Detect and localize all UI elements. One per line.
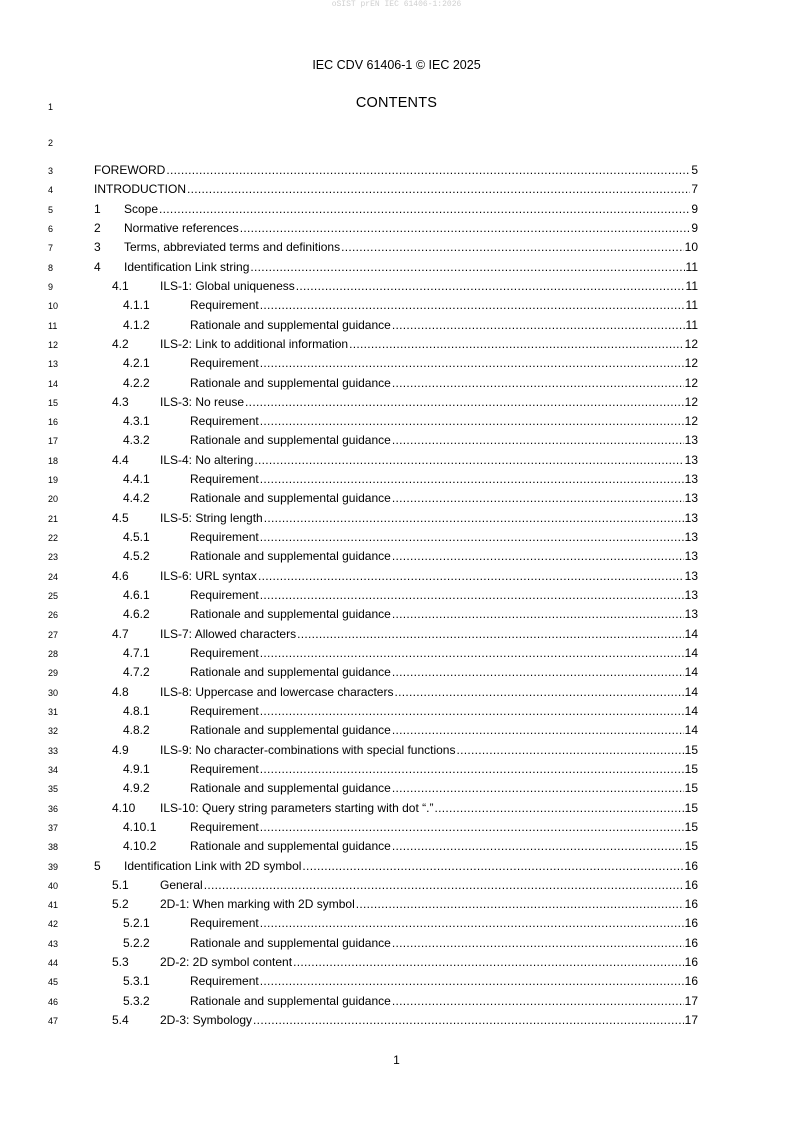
toc-entry-number: 4.4.1 xyxy=(123,472,150,487)
line-number: 29 xyxy=(48,668,59,679)
toc-entry-page: 10 xyxy=(684,240,698,255)
dot-leader xyxy=(260,645,684,661)
toc-entry-number: 4.8 xyxy=(112,684,129,699)
dot-leader xyxy=(166,162,690,178)
dot-leader xyxy=(434,800,683,816)
toc-entry[interactable] xyxy=(123,413,698,429)
toc-entry-page: 14 xyxy=(684,626,698,641)
toc-entry-number: 4.1 xyxy=(112,278,129,293)
line-number: 42 xyxy=(48,919,59,930)
toc-entry-page: 15 xyxy=(684,819,698,834)
toc-entry-number: 4.5 xyxy=(112,510,129,525)
toc-entry[interactable] xyxy=(123,355,698,371)
line-number: 20 xyxy=(48,494,59,505)
toc-entry-page: 14 xyxy=(684,703,698,718)
toc-entry-title: Requirement xyxy=(190,472,259,487)
toc-entry-page: 13 xyxy=(684,452,698,467)
toc-entry[interactable] xyxy=(123,297,698,313)
toc-entry-number: 5.3.1 xyxy=(123,974,150,989)
toc-entry-number: 4.6.1 xyxy=(123,588,150,603)
line-number: 34 xyxy=(48,764,59,775)
toc-entry[interactable] xyxy=(94,239,698,255)
toc-entry-title: ILS-3: No reuse xyxy=(160,394,245,409)
toc-entry-number: 4.9.1 xyxy=(123,761,150,776)
dot-leader xyxy=(392,432,684,448)
toc-entry-page: 16 xyxy=(684,877,698,892)
toc-entry-title: Rationale and supplemental guidance xyxy=(190,491,391,506)
toc-entry[interactable] xyxy=(112,684,698,700)
toc-entry-title: ILS-10: Query string parameters starting with dot “.” xyxy=(160,800,434,815)
toc-entry-title: ILS-8: Uppercase and lowercase characters xyxy=(160,684,394,699)
toc-entry[interactable] xyxy=(123,471,698,487)
toc-entry[interactable] xyxy=(123,973,698,989)
toc-entry-page: 16 xyxy=(684,858,698,873)
dot-leader xyxy=(264,510,684,526)
toc-entry-title: Rationale and supplemental guidance xyxy=(190,317,391,332)
toc-entry-number: 4.6 xyxy=(112,568,129,583)
toc-entry-page: 11 xyxy=(685,278,698,293)
toc-entry-title: ILS-5: String length xyxy=(160,510,263,525)
toc-entry-title: ILS-4: No altering xyxy=(160,452,254,467)
line-number: 17 xyxy=(48,436,59,447)
line-number: 32 xyxy=(48,726,59,737)
line-number: 47 xyxy=(48,1016,59,1027)
toc-entry-page: 15 xyxy=(684,800,698,815)
toc-entry[interactable] xyxy=(94,858,698,874)
toc-entry-title: Identification Link string xyxy=(124,259,250,274)
line-number: 3 xyxy=(48,166,54,176)
toc-entry-number: 4.7.1 xyxy=(123,646,150,660)
dot-leader xyxy=(253,1012,684,1028)
toc-entry-number: 4.2 xyxy=(112,336,129,351)
dot-leader xyxy=(297,626,684,642)
toc-entry[interactable] xyxy=(123,761,698,777)
line-number: 26 xyxy=(48,610,59,621)
dot-leader xyxy=(159,201,690,217)
line-number: 9 xyxy=(48,281,54,292)
toc-entry-title: Rationale and supplemental guidance xyxy=(190,375,391,390)
line-number: 44 xyxy=(48,958,59,969)
line-number: 4 xyxy=(48,185,54,196)
line-number: 27 xyxy=(48,629,59,640)
line-number: 39 xyxy=(48,861,59,872)
toc-entry-title: General xyxy=(160,877,203,892)
toc-entry[interactable] xyxy=(112,452,698,468)
page-header: IEC CDV 61406-1 © IEC 2025 xyxy=(312,58,481,72)
toc-entry-page: 13 xyxy=(684,568,698,583)
toc-entry-title: Normative references xyxy=(124,220,239,235)
dot-leader xyxy=(392,722,684,738)
toc-entry-page: 15 xyxy=(684,781,698,796)
toc-entry-page: 12 xyxy=(684,356,698,371)
dot-leader xyxy=(341,239,684,255)
toc-entry-title: Rationale and supplemental guidance xyxy=(190,665,391,680)
toc-entry-page: 14 xyxy=(684,723,698,738)
toc-entry-number: 4 xyxy=(94,259,101,274)
dot-leader xyxy=(260,297,685,313)
toc-entry-page: 16 xyxy=(684,897,698,912)
line-number: 6 xyxy=(48,223,54,234)
toc-entry-number: 4.8.1 xyxy=(123,703,150,718)
toc-entry[interactable] xyxy=(123,432,698,448)
toc-entry-page: 14 xyxy=(684,684,698,699)
toc-entry-title: Scope xyxy=(124,201,159,216)
toc-entry-title: Rationale and supplemental guidance xyxy=(190,935,391,950)
toc-entry[interactable] xyxy=(112,394,698,410)
toc-entry-title: ILS-9: No character-combinations with special functions xyxy=(160,742,456,757)
dot-leader xyxy=(356,896,684,912)
dot-leader xyxy=(392,548,684,564)
dot-leader xyxy=(392,664,684,680)
line-number: 22 xyxy=(48,533,59,544)
toc-entry-page: 11 xyxy=(685,259,698,274)
toc-entry-number: 5.3 xyxy=(112,955,129,970)
line-number: 14 xyxy=(48,378,59,389)
toc-entry-page: 12 xyxy=(684,375,698,390)
dot-leader xyxy=(260,355,684,371)
line-number: 31 xyxy=(48,706,59,717)
line-number: 16 xyxy=(48,417,59,428)
dot-leader xyxy=(260,413,684,429)
toc-entry-page: 9 xyxy=(691,201,698,216)
toc-entry[interactable] xyxy=(112,626,698,642)
line-number: 7 xyxy=(48,243,54,254)
toc-entry[interactable] xyxy=(112,800,698,816)
toc-entry-page: 17 xyxy=(684,993,698,1008)
toc-entry-number: 4.5.2 xyxy=(123,549,150,564)
toc-entry[interactable] xyxy=(123,915,698,931)
toc-entry-title: 2D-3: Symbology xyxy=(160,1013,253,1028)
toc-entry[interactable] xyxy=(123,529,698,545)
dot-leader xyxy=(392,375,684,391)
dot-leader xyxy=(260,471,684,487)
toc-entry-title: Rationale and supplemental guidance xyxy=(190,993,391,1008)
toc-entry-page: 13 xyxy=(684,491,698,506)
dot-leader xyxy=(204,877,684,893)
toc-entry-page: 15 xyxy=(684,761,698,776)
toc-entry-number: 4.2.1 xyxy=(123,356,150,371)
line-number: 13 xyxy=(48,359,59,370)
toc-entry-page: 11 xyxy=(685,317,698,332)
toc-entry[interactable] xyxy=(94,259,698,275)
toc-entry[interactable] xyxy=(123,703,698,719)
dot-leader xyxy=(258,568,684,584)
toc-entry-title: FOREWORD xyxy=(94,163,166,177)
toc-entry[interactable] xyxy=(112,877,698,893)
toc-entry-title: Rationale and supplemental guidance xyxy=(190,433,391,448)
dot-leader xyxy=(349,336,684,352)
line-number: 45 xyxy=(48,977,59,988)
toc-entry-number: 4.10 xyxy=(112,800,136,815)
toc-entry-page: 13 xyxy=(684,588,698,603)
toc-entry-page: 9 xyxy=(691,220,698,235)
line-number: 1 xyxy=(48,102,54,112)
toc-entry-number: 4.6.2 xyxy=(123,607,150,622)
toc-entry[interactable] xyxy=(123,606,698,622)
contents-title: CONTENTS xyxy=(355,95,438,111)
dot-leader xyxy=(187,181,690,197)
toc-entry-title: 2D-2: 2D symbol content xyxy=(160,955,293,970)
toc-entry-title: Requirement xyxy=(190,916,259,931)
toc-entry[interactable] xyxy=(123,838,698,854)
line-number: 18 xyxy=(48,455,59,466)
dot-leader xyxy=(260,587,684,603)
toc-entry-page: 12 xyxy=(684,414,698,429)
toc-entry-page: 13 xyxy=(684,607,698,622)
toc-entry-number: 4.3.2 xyxy=(123,433,150,448)
toc-entry[interactable] xyxy=(123,375,698,391)
toc-entry-number: 4.3 xyxy=(112,394,129,409)
dot-leader xyxy=(260,819,684,835)
line-number: 5 xyxy=(48,204,54,215)
toc-entry-title: 2D-1: When marking with 2D symbol xyxy=(160,897,355,912)
line-number: 25 xyxy=(48,591,59,602)
dot-leader xyxy=(240,220,691,236)
dot-leader xyxy=(260,973,684,989)
toc-entry-number: 4.4 xyxy=(112,452,129,467)
toc-entry[interactable] xyxy=(112,896,698,912)
toc-entry[interactable] xyxy=(123,317,698,333)
toc-entry[interactable] xyxy=(94,201,698,217)
toc-entry-page: 15 xyxy=(684,839,698,854)
dot-leader xyxy=(392,935,684,951)
toc-entry-page: 16 xyxy=(684,955,698,970)
toc-entry-title: Requirement xyxy=(190,761,259,776)
toc-entry-page: 15 xyxy=(684,742,698,757)
toc-entry-page: 13 xyxy=(684,530,698,545)
toc-entry-page: 14 xyxy=(684,646,698,660)
toc-entry-number: 5.3.2 xyxy=(123,993,150,1008)
toc-entry-title: Requirement xyxy=(190,414,259,429)
line-number: 21 xyxy=(48,513,59,524)
toc-entry[interactable] xyxy=(123,587,698,603)
dot-leader xyxy=(392,490,684,506)
line-number: 43 xyxy=(48,938,59,949)
dot-leader xyxy=(245,394,684,410)
dot-leader xyxy=(260,703,684,719)
toc-entry-title: ILS-7: Allowed characters xyxy=(160,626,297,641)
line-number: 8 xyxy=(48,262,54,273)
toc-entry-page: 12 xyxy=(684,336,698,351)
toc-entry[interactable] xyxy=(112,954,698,970)
toc-entry-page: 13 xyxy=(684,472,698,487)
toc-entry-page: 17 xyxy=(684,1013,698,1028)
toc-entry[interactable] xyxy=(112,510,698,526)
toc-entry-number: 4.8.2 xyxy=(123,723,150,738)
dot-leader xyxy=(456,742,683,758)
toc-entry-title: Requirement xyxy=(190,819,259,834)
dot-leader xyxy=(296,278,685,294)
toc-entry-title: ILS-2: Link to additional information xyxy=(160,336,349,351)
toc-entry[interactable] xyxy=(123,645,698,661)
toc-entry-title: Requirement xyxy=(190,530,259,545)
dot-leader xyxy=(302,858,683,874)
toc-entry[interactable] xyxy=(123,935,698,951)
toc-entry-page: 16 xyxy=(684,974,698,989)
toc-entry[interactable] xyxy=(112,1012,698,1028)
toc-entry-title: Rationale and supplemental guidance xyxy=(190,839,391,854)
toc-entry[interactable] xyxy=(112,742,698,758)
toc-entry-number: 4.2.2 xyxy=(123,375,150,390)
toc-entry[interactable] xyxy=(123,548,698,564)
toc-entry-title: Terms, abbreviated terms and definitions xyxy=(124,240,341,255)
dot-leader xyxy=(260,915,684,931)
toc-entry[interactable] xyxy=(94,220,698,236)
toc-entry-title: ILS-6: URL syntax xyxy=(160,568,257,583)
dot-leader xyxy=(260,761,684,777)
toc-entry-number: 5.2.1 xyxy=(123,916,150,931)
toc-entry[interactable] xyxy=(123,722,698,738)
toc-entry[interactable] xyxy=(112,336,698,352)
line-number: 10 xyxy=(48,301,59,312)
line-number: 33 xyxy=(48,745,59,756)
toc-entry-title: Requirement xyxy=(190,588,259,603)
line-number: 19 xyxy=(48,475,59,486)
line-number: 40 xyxy=(48,880,59,891)
dot-leader xyxy=(392,317,685,333)
line-number: 11 xyxy=(48,320,58,331)
line-number: 38 xyxy=(48,842,59,853)
toc-entry-number: 4.5.1 xyxy=(123,530,150,545)
toc-entry-title: Requirement xyxy=(190,703,259,718)
toc-entry-title: Requirement xyxy=(190,974,259,989)
toc-entry[interactable] xyxy=(112,568,698,584)
toc-entry-title: Identification Link with 2D symbol xyxy=(124,858,302,873)
toc-entry-title: Rationale and supplemental guidance xyxy=(190,723,391,738)
line-number: 2 xyxy=(48,138,54,148)
page-number: 1 xyxy=(393,1053,400,1067)
line-number: 35 xyxy=(48,784,59,795)
toc-entry-number: 4.10.2 xyxy=(123,839,157,854)
toc-entry-number: 5.2 xyxy=(112,897,129,912)
toc-entry-number: 4.9.2 xyxy=(123,781,150,796)
toc-entry[interactable] xyxy=(94,181,698,197)
toc-entry-number: 3 xyxy=(94,240,101,255)
toc-entry-number: 4.10.1 xyxy=(123,819,157,834)
dot-leader xyxy=(394,684,683,700)
line-number: 12 xyxy=(48,339,59,350)
toc-entry[interactable] xyxy=(94,162,698,178)
line-number: 30 xyxy=(48,687,59,698)
watermark: oSIST prEN IEC 61406-1:2026 xyxy=(331,0,462,9)
toc-entry-number: 1 xyxy=(94,201,101,216)
toc-entry-title: Requirement xyxy=(190,356,259,371)
toc-entry-title: ILS-1: Global uniqueness xyxy=(160,278,295,293)
toc-entry[interactable] xyxy=(123,993,698,1009)
line-number: 15 xyxy=(48,397,59,408)
line-number: 28 xyxy=(48,649,59,659)
toc-entry-title: Rationale and supplemental guidance xyxy=(190,607,391,622)
toc-entry-page: 5 xyxy=(691,163,698,177)
toc-entry-number: 4.3.1 xyxy=(123,414,150,429)
toc-entry-page: 13 xyxy=(684,433,698,448)
line-number: 37 xyxy=(48,822,59,833)
toc-entry-number: 4.7 xyxy=(112,626,129,641)
dot-leader xyxy=(254,452,683,468)
toc-entry-number: 5 xyxy=(94,858,101,873)
toc-entry-title: Requirement xyxy=(190,646,259,660)
toc-entry-page: 11 xyxy=(685,298,698,313)
line-number: 36 xyxy=(48,803,59,814)
line-number: 24 xyxy=(48,571,59,582)
toc-entry-number: 4.4.2 xyxy=(123,491,150,506)
toc-entry[interactable] xyxy=(123,819,698,835)
toc-entry[interactable] xyxy=(123,664,698,680)
toc-entry-page: 14 xyxy=(684,665,698,680)
toc-entry-number: 5.4 xyxy=(112,1013,129,1028)
toc-entry-number: 5.1 xyxy=(112,877,129,892)
toc-entry-title: Rationale and supplemental guidance xyxy=(190,549,391,564)
toc-entry-number: 4.9 xyxy=(112,742,129,757)
dot-leader xyxy=(293,954,684,970)
toc-entry-number: 4.1.2 xyxy=(123,317,150,332)
toc-entry-page: 13 xyxy=(684,510,698,525)
toc-entry-page: 12 xyxy=(684,394,698,409)
toc-entry[interactable] xyxy=(123,780,698,796)
toc-entry-title: Rationale and supplemental guidance xyxy=(190,781,391,796)
dot-leader xyxy=(392,606,684,622)
toc-entry-page: 7 xyxy=(691,182,698,197)
line-number: 23 xyxy=(48,552,59,563)
toc-entry[interactable] xyxy=(112,278,698,294)
line-number: 46 xyxy=(48,996,59,1007)
toc-entry-number: 4.1.1 xyxy=(123,298,150,313)
dot-leader xyxy=(260,529,684,545)
dot-leader xyxy=(392,838,684,854)
dot-leader xyxy=(392,993,684,1009)
dot-leader xyxy=(392,780,684,796)
toc-entry-page: 13 xyxy=(684,549,698,564)
toc-entry-page: 16 xyxy=(684,935,698,950)
toc-entry-title: INTRODUCTION xyxy=(94,182,186,197)
toc-entry-number: 5.2.2 xyxy=(123,935,150,950)
toc-entry-number: 4.7.2 xyxy=(123,665,150,680)
dot-leader xyxy=(250,259,684,275)
toc-entry-number: 2 xyxy=(94,220,101,235)
toc-entry-title: Requirement xyxy=(190,298,259,313)
toc-entry[interactable] xyxy=(123,490,698,506)
toc-entry-page: 16 xyxy=(684,916,698,931)
line-number: 41 xyxy=(48,900,59,911)
